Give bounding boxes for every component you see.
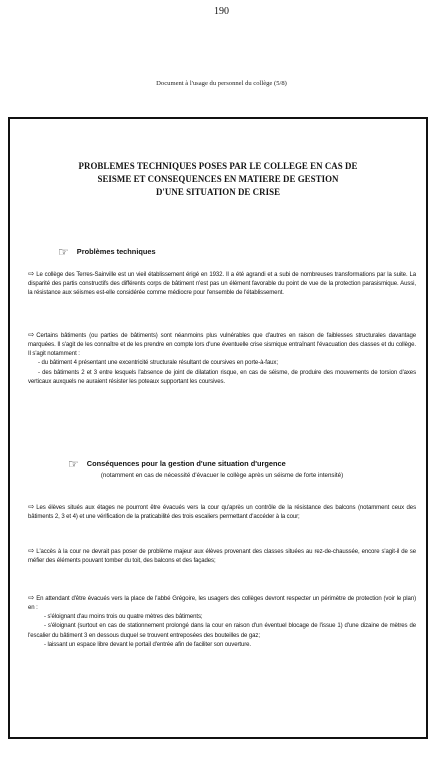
list-item-distance-buildings: - s'éloignant d'au moins trois ou quatre mètres des bâtiments;: [44, 614, 203, 621]
section-heading-technical-label: Problèmes techniques: [76, 247, 156, 256]
paragraph-courtyard-access-text: L'accès à la cour ne devrait pas poser de problème majeur aux élèves provenant des classes situées au rez-de-chaussée, encore s'agit-il de se méfier des éléments pouvant tomber du toit, des balcons et des façades;: [28, 549, 416, 565]
arrow-right-icon: ⇨: [28, 269, 35, 278]
paragraph-upper-floor-pupils: [28, 502, 416, 522]
arrow-right-icon: ⇨: [28, 502, 35, 511]
arrow-right-icon: ⇨: [28, 593, 35, 602]
arrow-right-icon: ⇨: [28, 330, 35, 339]
list-item-building-4: - du bâtiment 4 présentant une excentricité structurale résultant de coursives en porte-à-faux;: [38, 360, 278, 367]
pointing-hand-icon: ☞: [68, 457, 79, 471]
pointing-hand-icon: ☞: [58, 245, 69, 259]
paragraph-protection-perimeter: [28, 593, 416, 650]
paragraph-college-history-text: Le collège des Terres-Sainville est un vieil établissement érigé en 1932. Il a été agrandi et a subi de nombreuses transformations par la suite. La disparité des partis constructifs des différents corps de bâtiment n'est pas un élément favorable du point de vue de la protection parasismique. Aussi, la résistance aux séismes est-elle considérée comme médiocre pour l'ensemble de l'établissement.: [28, 272, 416, 297]
list-item-gate-space: - laissant un espace libre devant le portail d'entrée afin de faciliter son ouverture.: [44, 641, 252, 648]
paragraph-protection-perimeter-text: En attendant d'être évacués vers la place de l'abbé Grégoire, les usagers des collèges devront respecter un périmètre de protection (voir le plan) en :: [28, 596, 416, 612]
paragraph-courtyard-access: [28, 546, 416, 566]
document-frame: [8, 117, 428, 739]
paragraph-vulnerable-buildings-text: Certains bâtiments (ou parties de bâtiments) sont néanmoins plus vulnérables que d'autres en raison de faiblesses structurales davantage marquées. Il s'agit de les connaître et de les prendre en compte lors d'une éventuelle crise sismique entraînant l'évacuation des classes et du collège. Il s'agit notamment :: [28, 333, 416, 358]
paragraph-vulnerable-buildings: [28, 330, 416, 387]
section-heading-consequences-label: Conséquences pour la gestion d'une situation d'urgence: [86, 459, 286, 468]
document-header: Document à l'usage du personnel du collège (5/8): [156, 80, 287, 87]
title-line-3: D'UNE SITUATION DE CRISE: [155, 187, 281, 197]
list-item-buildings-2-3: - des bâtiments 2 et 3 entre lesquels l'absence de joint de dilatation risque, en cas de séisme, de produire des mouvements de torsion d'axes verticaux auxquels ne auraient résister les poteaux supportant les coursives.: [28, 369, 416, 385]
paragraph-college-history: [28, 269, 416, 298]
paragraph-upper-floor-pupils-text: Les élèves situés aux étages ne pourront être évacués vers la cour qu'après un contrôle de la résistance des balcons (notamment ceux des bâtiments 2, 3 et 4) et une vérification de la praticabilité des trois escaliers permettant d'accéder à la cour;: [28, 505, 416, 521]
page-number: 190: [214, 6, 229, 17]
title-line-2: SEISME ET CONSEQUENCES EN MATIERE DE GESTION: [97, 174, 339, 184]
section-subheading: (notamment en cas de nécessité d'évacuer le collège après un séisme de forte intensité): [100, 472, 344, 479]
list-item-gas-bottles: - s'éloignant (surtout en cas de stationnement prolongé dans la cour en raison d'un éventuel blocage de l'issue 1) d'une dizaine de mètres de l'escalier du bâtiment 3 en dessous duquel se trouvent entreposées des bouteilles de gaz;: [28, 623, 416, 639]
document-title: [32, 160, 404, 199]
section-heading-technical: [58, 247, 156, 257]
arrow-right-icon: ⇨: [28, 546, 35, 555]
title-line-1: PROBLEMES TECHNIQUES POSES PAR LE COLLEGE EN CAS DE: [78, 161, 358, 171]
section-heading-consequences: [68, 459, 286, 469]
